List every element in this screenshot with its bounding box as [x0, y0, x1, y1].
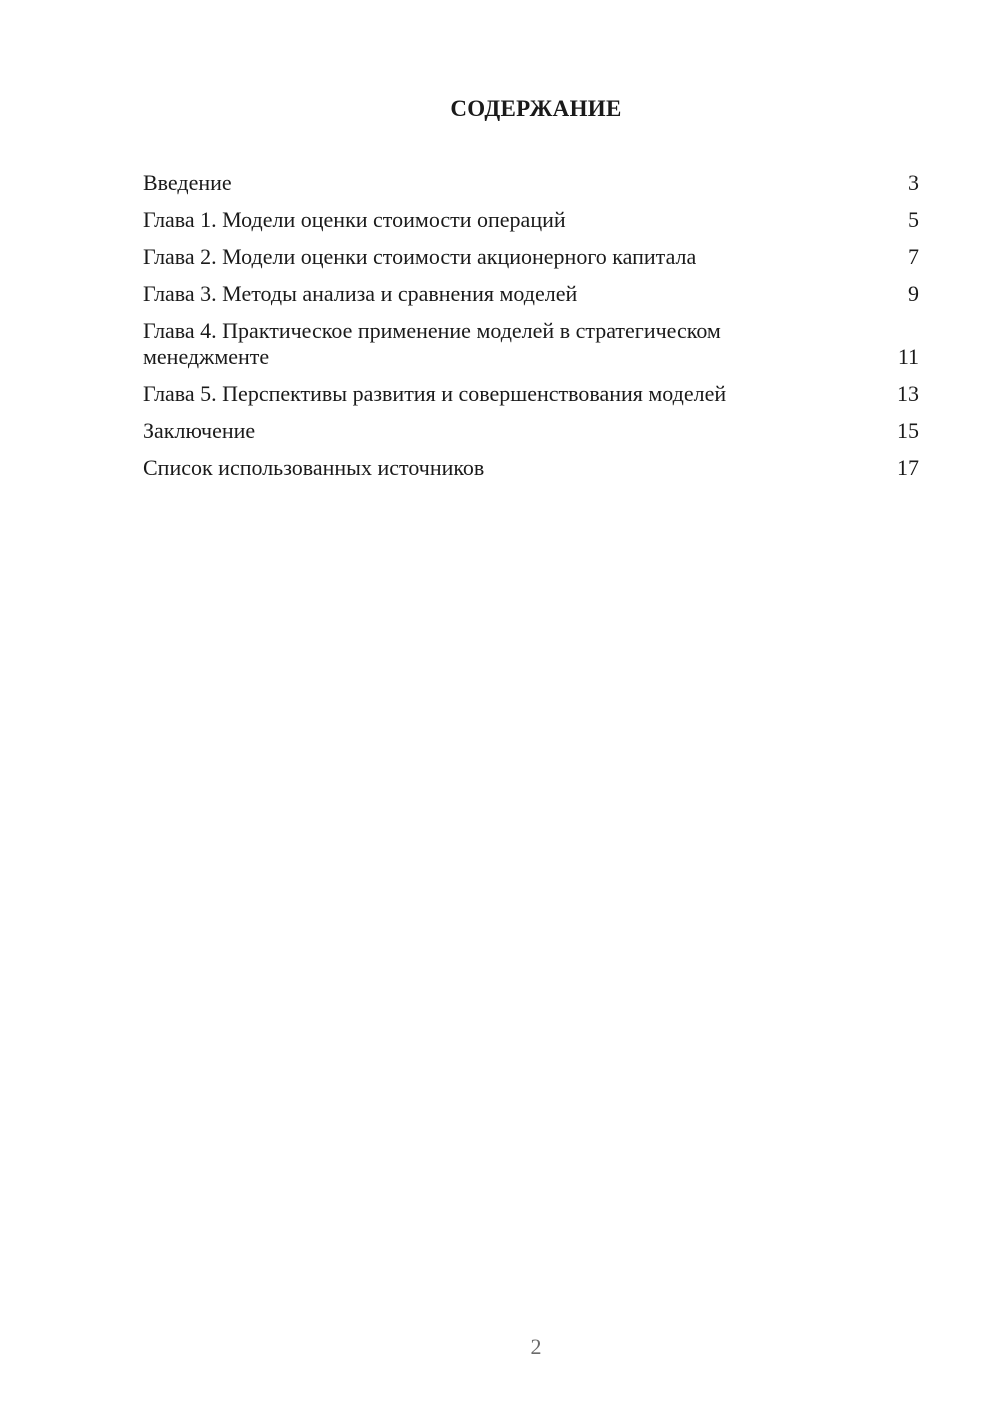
- toc-entry-label: Глава 5. Перспективы развития и совершенствования моделей: [143, 381, 727, 406]
- toc-entry-page: 13: [897, 381, 919, 406]
- toc-entry-chapter-3[interactable]: [143, 281, 919, 307]
- toc-entry-references[interactable]: [143, 455, 919, 481]
- toc-entry-introduction[interactable]: [143, 170, 919, 196]
- toc-entry-label: Глава 4. Практическое применение моделей в стратегическом менеджменте: [143, 318, 721, 369]
- toc-entry-conclusion[interactable]: [143, 418, 919, 444]
- toc-entry-label: Глава 1. Модели оценки стоимости операций: [143, 207, 566, 232]
- toc-entry-chapter-2[interactable]: [143, 244, 919, 270]
- toc-entry-page: 9: [908, 281, 919, 306]
- toc-entry-label: Введение: [143, 170, 232, 195]
- page-number: 2: [530, 1334, 542, 1359]
- toc-entry-label: Заключение: [143, 418, 256, 443]
- toc-entry-page: 5: [908, 207, 919, 232]
- toc-entry-label: Глава 2. Модели оценки стоимости акционерного капитала: [143, 244, 697, 269]
- toc-entry-page: 7: [908, 244, 919, 269]
- toc-entry-chapter-1[interactable]: [143, 207, 919, 233]
- toc-entry-page: 3: [908, 170, 919, 195]
- toc-title: СОДЕРЖАНИЕ: [450, 96, 622, 121]
- toc-entry-label: Глава 3. Методы анализа и сравнения моделей: [143, 281, 578, 306]
- toc-entry-page: 15: [897, 418, 919, 443]
- toc-entry-chapter-5[interactable]: [143, 381, 919, 407]
- toc-entry-label: Список использованных источников: [143, 455, 485, 480]
- table-of-contents: [143, 170, 919, 492]
- toc-entry-page: 11: [897, 344, 919, 369]
- toc-entry-chapter-4[interactable]: [143, 318, 919, 370]
- toc-entry-page: 17: [897, 455, 919, 480]
